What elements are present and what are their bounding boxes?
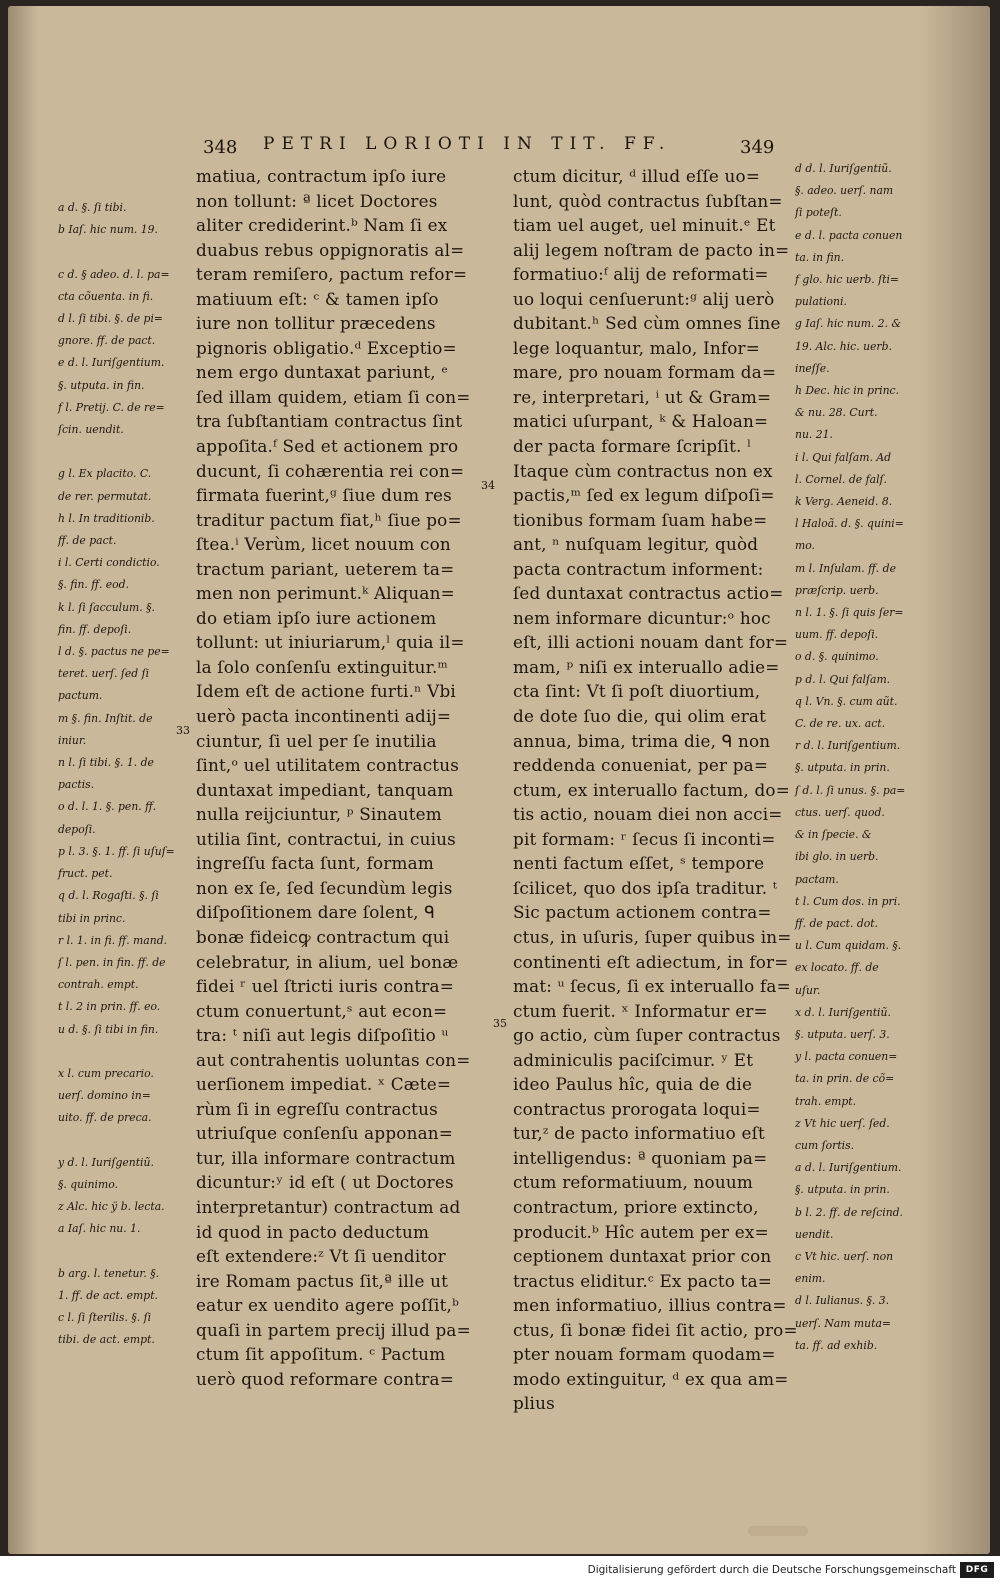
margin-note-line: §. utputa. uerſ. 3. [795,1027,890,1041]
text-line: uerſionem impediat. ˣ Cæte= [196,1074,452,1095]
line-number-35: 35 [493,1017,507,1030]
margin-note-line: c Vt hic. uerſ. non [795,1249,894,1263]
margin-note-line: i l. Certi condictio. [58,556,160,570]
margin-note-line: §. utputa. in prin. [795,1183,890,1197]
text-line: intelligendus: ª quoniam pa= [513,1147,768,1168]
margin-note-line: teret. uerſ. ſed ſi [58,667,150,681]
margin-note-line: mo. [795,539,815,553]
margin-note-line: 19. Alc. hic. uerb. [795,339,892,353]
text-line: rùm ſi in egreſſu contractus [196,1098,438,1119]
margin-note-line: ſi poteſt. [795,206,842,220]
margin-note-line: b l. 2. ff. de reſcind. [795,1205,903,1219]
text-line: ideo Paulus hîc, quia de die [513,1074,753,1095]
running-title: PETRI LORIOTI IN TIT. FF. [263,134,672,154]
footer-bar [0,1556,1000,1585]
text-line: modo extinguitur, ᵈ ex qua am= [513,1368,789,1389]
margin-note-line: o d. l. 1. §. pen. ff. [58,800,157,814]
margin-note-line: ta. in prin. de cõ= [795,1072,895,1086]
text-line: appoſita.ᶠ Sed et actionem pro [196,436,459,457]
text-line: non tollunt: ª licet Doctores [196,190,438,211]
text-line: mam, ᵖ niſi ex interuallo adie= [513,656,780,677]
text-line: matiua, contractum ipſo iure [196,166,447,186]
text-line: aliter crediderint.ᵇ Nam ſi ex [196,215,448,236]
margin-note-line: k Verg. Aeneid. 8. [795,495,893,509]
text-line: men informatiuo, illius contra= [513,1295,787,1316]
margin-note-line: ta. ff. ad exhib. [795,1338,878,1352]
margin-note-line: a d. §. ſi tibi. [58,201,127,214]
text-line: tractum pariant, ueterem ta= [196,558,455,579]
text-line: reddenda conueniat, per pa= [513,755,769,776]
text-line: re, interpretari, ⁱ ut & Gram= [513,386,772,407]
text-line: id quod in pacto deductum [196,1221,430,1242]
margin-note-line: f glo. hic uerb. ſti= [795,273,899,287]
running-header [203,134,778,163]
margin-note-line: q d. l. Rogaſti. §. ſi [58,889,159,903]
margin-note-line: x l. cum precario. [58,1066,154,1080]
text-line: tionibus formam ſuam habe= [513,509,768,530]
text-line: eſt, illi actioni nouam dant for= [513,632,789,653]
margin-note-line: o d. §. quinimo. [795,650,879,664]
margin-note-line: l d. §. pactus ne pe= [58,645,170,659]
text-line: non ex ſe, ſed ſecundùm legis [196,877,453,898]
text-line: ſtea.ⁱ Verùm, licet nouum con [196,534,451,555]
text-line: ant, ⁿ nuſquam legitur, quòd [513,534,759,555]
margin-note-line: iniur. [58,733,87,747]
text-line: ctus, ſi bonæ fidei ſit actio, pro= [513,1319,798,1340]
text-line: go actio, cùm ſuper contractus [513,1025,781,1046]
footer-credit: Digitalisierung gefördert durch die Deutsche Forschungsgemeinschaft [587,1564,956,1576]
text-line: uo loqui cenſuerunt:ᵍ alij uerò [513,288,775,309]
text-line: la ſolo conſenſu extinguitur.ᵐ [196,656,449,677]
text-line: ctum conuertunt,ˢ aut econ= [196,1000,448,1021]
text-line: Itaque cùm contractus non ex [513,460,773,481]
text-line: bonæ fideicꝙ contractum qui [196,926,450,947]
margin-note-line: l. Cornel. de falſ. [795,472,887,486]
text-line: teram remiſero, pactum refor= [196,264,468,285]
text-line: dicuntur:ʸ id eſt ( ut Doctores [196,1172,454,1193]
text-line: fidei ʳ uel ſtricti iuris contra= [196,976,454,997]
text-line: producit.ᵇ Hîc autem per ex= [513,1221,769,1242]
margin-note-line: g Iaſ. hic num. 2. & [795,317,902,331]
margin-note-line: pactam. [795,872,839,886]
margin-note-line: ex locato. ff. de [795,961,879,975]
margin-note-line: ff. de pact. [58,534,117,548]
text-line: alij legem noſtram de pacto in= [513,239,790,260]
text-line: eſt extendere:ᶻ Vt ſi uenditor [196,1246,446,1267]
margin-note-line: a d. l. Iuriſgentium. [795,1161,902,1175]
margin-note-line: h Dec. hic in princ. [795,384,900,398]
text-line: do etiam ipſo iure actionem [196,607,437,628]
text-line: nem informare dicuntur:ᵒ hoc [513,607,771,628]
margin-note-line: k l. ſi ſacculum. §. [58,600,155,614]
text-line: tractus eliditur.ᶜ Ex pacto ta= [513,1270,773,1291]
margin-note-line: 1. ff. de act. empt. [58,1288,158,1302]
text-line: firmata fuerint,ᵍ ſiue dum res [196,485,452,506]
margin-note-line: t l. Cum dos. in pri. [795,894,901,908]
text-line: ſcilicet, quo dos ipſa traditur. ᵗ [513,877,778,898]
margin-note-line: enim. [795,1272,826,1286]
margin-note-line: q l. Vn. §. cum aũt. [795,694,898,708]
text-line: contractus prorogata loqui= [513,1098,761,1119]
margin-note-line: ta. in fin. [795,250,845,264]
text-line: nem ergo duntaxat pariunt, ᵉ [196,362,449,383]
margin-note-line: n l. ſi tibi. §. 1. de [58,756,154,770]
margin-note-line: a Iaſ. hic nu. 1. [58,1222,141,1236]
margin-note-line: ibi glo. in uerb. [795,850,879,864]
margin-note-line: trah. empt. [795,1094,857,1108]
text-line: continenti eſt adiectum, in for= [513,951,789,972]
margin-note-line: & nu. 28. Curt. [795,406,878,420]
margin-note-line: u d. §. ſi tibi in fin. [58,1022,159,1036]
text-line: mare, pro nouam formam da= [513,362,777,383]
text-line: tra: ᵗ niſi aut legis diſpoſitio ᵘ [196,1025,449,1046]
text-line: ciuntur, ſi uel per ſe inutilia [196,730,437,751]
text-line: tur,ᶻ de pacto informatiuo eſt [513,1123,765,1144]
text-line: uerò pacta incontinenti adij= [196,706,452,727]
text-line: ſint,ᵒ uel utilitatem contractus [196,755,460,776]
text-line: pignoris obligatio.ᵈ Exceptio= [196,337,457,358]
margin-note-line: depoſi. [58,822,96,836]
page-number-right: 349 [740,137,775,158]
margin-note-line: nu. 21. [795,428,833,442]
text-line: nulla reijciuntur, ᵖ Sinautem [196,804,442,825]
text-line: matiuum eſt: ᶜ & tamen ipſo [196,288,439,309]
text-line: utriuſque conſenſu apponan= [196,1123,454,1144]
margin-note-line: §. utputa. in fin. [58,378,145,392]
margin-note-line: r l. 1. in fi. ff. mand. [58,933,168,947]
margin-note-line: pactis. [58,778,95,792]
margin-note-line: b Iaſ. hic num. 19. [58,223,158,237]
text-line: adminiculis paciſcimur. ʸ Et [513,1049,754,1070]
margin-note-line: l Haloã. d. §. quini= [795,517,904,531]
margin-note-line [58,1041,175,1063]
right-margin-notes [795,158,905,1357]
line-number-33: 33 [176,724,190,737]
text-line: der pacta formare ſcripſit. ˡ [513,436,752,457]
margin-note-line: uito. ff. de preca. [58,1111,152,1125]
text-line: ducunt, ſi cohærentia rei con= [196,460,465,481]
text-line: lege loquantur, malo, Infor= [513,337,761,358]
margin-note-line: e d. l. pacta conuen [795,228,903,242]
margin-note-line: ſcin. uendit. [58,423,124,437]
margin-note-line: r d. l. Iuriſgentium. [795,739,901,753]
margin-note-line: pulationi. [795,295,847,309]
text-line: annua, bima, trima die, ᑫ non [513,730,771,751]
margin-note-line: fin. ff. depoſi. [58,622,132,636]
text-line: pit formam: ʳ ſecus ſi inconti= [513,828,776,849]
text-line: pter nouam formam quodam= [513,1344,776,1365]
dfg-logo: DFG [960,1562,994,1578]
margin-note-line: tibi. de act. empt. [58,1333,155,1347]
margin-note-line: pactum. [58,689,103,703]
margin-note-line: ſ d. l. ſi unus. §. pa= [795,783,906,797]
margin-note-line: ctus. uerſ. quod. [795,805,885,819]
margin-note-line: t l. 2 in prin. ff. eo. [58,1000,161,1014]
margin-note-line: u l. Cum quidam. §. [795,939,902,953]
text-line: duabus rebus oppignoratis al= [196,239,465,260]
text-line: nenti factum eſſet, ˢ tempore [513,853,765,874]
text-column-right [513,164,798,1416]
text-line: Sic pactum actionem contra= [513,902,772,923]
text-line: ctum ſit appoſitum. ᶜ Pactum [196,1344,446,1365]
margin-note-line: h l. In traditionib. [58,511,155,525]
text-column-left [196,164,471,1391]
text-line: aut contrahentis uoluntas con= [196,1049,471,1070]
margin-note-line: §. utputa. in prin. [795,761,890,775]
text-line: ceptionem duntaxat prior con [513,1246,772,1267]
margin-note-line: z Alc. hic ÿ b. lecta. [58,1200,165,1214]
text-line: ſed duntaxat contractus actio= [513,583,784,604]
margin-note-line: ſ l. pen. in fin. ff. de [58,955,166,969]
margin-note-line: uerſ. domino in= [58,1089,151,1103]
text-line: ctum fuerit. ˣ Informatur er= [513,1000,768,1021]
margin-note-line: y d. l. Iuriſgentiũ. [58,1155,154,1169]
text-line: tur, illa informare contractum [196,1147,456,1168]
text-line: utilia ſint, contractui, in cuius [196,828,456,849]
text-line: lunt, quòd contractus ſubſtan= [513,190,783,211]
margin-note-line: & in ſpecie. & [795,828,872,842]
margin-note-line: gnore. ff. de pact. [58,334,156,348]
text-line: duntaxat impediant, tanquam [196,779,454,800]
text-line: men non perimunt.ᵏ Aliquan= [196,583,455,604]
margin-note-line: x d. l. Iuriſgentiũ. [795,1005,891,1019]
margin-note-line: ineſſe. [795,361,830,375]
margin-note-line: c d. § adeo. d. l. pa= [58,267,170,281]
text-line: ctum reformatiuum, nouum [513,1172,753,1193]
margin-note-line: de rer. permutat. [58,489,152,503]
margin-note-line: d d. l. Iuriſgentiũ. [795,162,892,175]
margin-note-line: §. adeo. uerſ. nam [795,184,894,198]
text-line: pacta contractum informent: [513,558,764,579]
text-line: interpretantur) contractum ad [196,1196,461,1217]
margin-note-line [58,241,175,263]
margin-note-line: p d. l. Qui falſam. [795,672,891,686]
text-line: cta ſint: Vt ſi poſt diuortium, [513,681,761,702]
text-line: matici uſurpant, ᵏ & Haloan= [513,411,769,432]
text-line: ire Romam pactus ſit,ª ille ut [196,1270,449,1291]
text-line: celebratur, in alium, uel bonæ [196,951,459,972]
paper-stain [748,1526,808,1536]
text-line: tra ſubſtantiam contractus ſint [196,411,463,432]
margin-note-line: y l. pacta conuen= [795,1050,898,1064]
text-line: quaſi in partem precij illud pa= [196,1319,471,1340]
margin-note-line: uendit. [795,1227,834,1241]
margin-note-line: uerſ. Nam muta= [795,1316,891,1330]
text-line: diſpoſitionem dare ſolent, ᑫ [196,902,435,923]
margin-note-line: uſur. [795,983,821,997]
margin-note-line: p l. 3. §. 1. ff. ſi uſuſ= [58,844,175,858]
text-line: ſed illam quidem, etiam ſi con= [196,386,471,407]
text-line: iure non tollitur præcedens [196,313,436,334]
page-number-left: 348 [203,137,238,158]
book-page [8,6,990,1554]
text-line: traditur pactum fiat,ʰ ſiue po= [196,509,462,530]
margin-note-line: ff. de pact. dot. [795,916,879,930]
text-line: de dote ſuo die, qui olim erat [513,706,767,727]
margin-note-line [58,441,175,463]
text-line: ctus, in uſuris, ſuper quibus in= [513,926,792,947]
margin-note-line: z Vt hic uerſ. ſed. [795,1116,890,1130]
text-line: ctum dicitur, ᵈ illud eſſe uo= [513,166,761,186]
text-line: mat: ᵘ ſecus, ſi ex interuallo fa= [513,976,791,997]
margin-note-line: cum ſortis. [795,1138,855,1152]
text-line: ctum, ex interuallo factum, do= [513,779,790,800]
margin-note-line: m §. fin. Inſtit. de [58,711,153,725]
margin-note-line: g l. Ex placito. C. [58,467,152,481]
margin-note-line: §. quinimo. [58,1177,118,1191]
text-line: tiam uel auget, uel minuit.ᵉ Et [513,215,776,236]
margin-note-line: præſcrip. uerb. [795,583,879,597]
margin-note-line: fruct. pet. [58,867,113,881]
margin-note-line [58,1130,175,1152]
text-line: tis actio, nouam diei non acci= [513,804,783,825]
text-line: uerò quod reformare contra= [196,1368,454,1389]
text-line: plius [513,1393,555,1414]
margin-note-line: e d. l. Iuriſgentium. [58,356,165,370]
margin-note-line: §. fin. ff. eod. [58,578,130,592]
margin-note-line [58,1241,175,1263]
margin-note-line: contrah. empt. [58,978,139,992]
text-line: ingreſſu facta ſunt, formam [196,853,434,874]
margin-note-line: uum. ff. depoſi. [795,628,879,642]
text-line: contractum, priore extincto, [513,1196,759,1217]
text-line: tollunt: ut iniuriarum,ˡ quia il= [196,632,465,653]
text-line: pactis,ᵐ ſed ex legum diſpoſi= [513,485,775,506]
text-line: Idem eſt de actione furti.ⁿ Vbi [196,681,456,702]
margin-note-line: cta cõuenta. in fi. [58,289,154,303]
margin-note-line: tibi in princ. [58,911,126,925]
margin-note-line: c l. ſi ſterilis. §. ſi [58,1311,152,1325]
margin-note-line: n l. 1. §. ſi quis ſer= [795,606,904,620]
text-line: dubitant.ʰ Sed cùm omnes ſine [513,313,781,334]
text-line: eatur ex uendito agere poſſit,ᵇ [196,1295,459,1316]
margin-note-line: f l. Pretij. C. de re= [58,400,165,414]
margin-note-line: C. de re. ux. act. [795,717,886,731]
margin-note-line: m l. Inſulam. ff. de [795,561,896,575]
text-line: formatiuo:ᶠ alij de reformati= [513,264,769,285]
margin-note-line: d l. ſi tibi. §. de pi= [58,312,163,326]
margin-note-line: i l. Qui falſam. Ad [795,450,892,464]
margin-note-line: b arg. l. tenetur. §. [58,1266,160,1280]
left-margin-notes [58,197,175,1352]
margin-note-line: d l. Iulianus. §. 3. [795,1294,890,1308]
line-number-34: 34 [481,479,495,492]
